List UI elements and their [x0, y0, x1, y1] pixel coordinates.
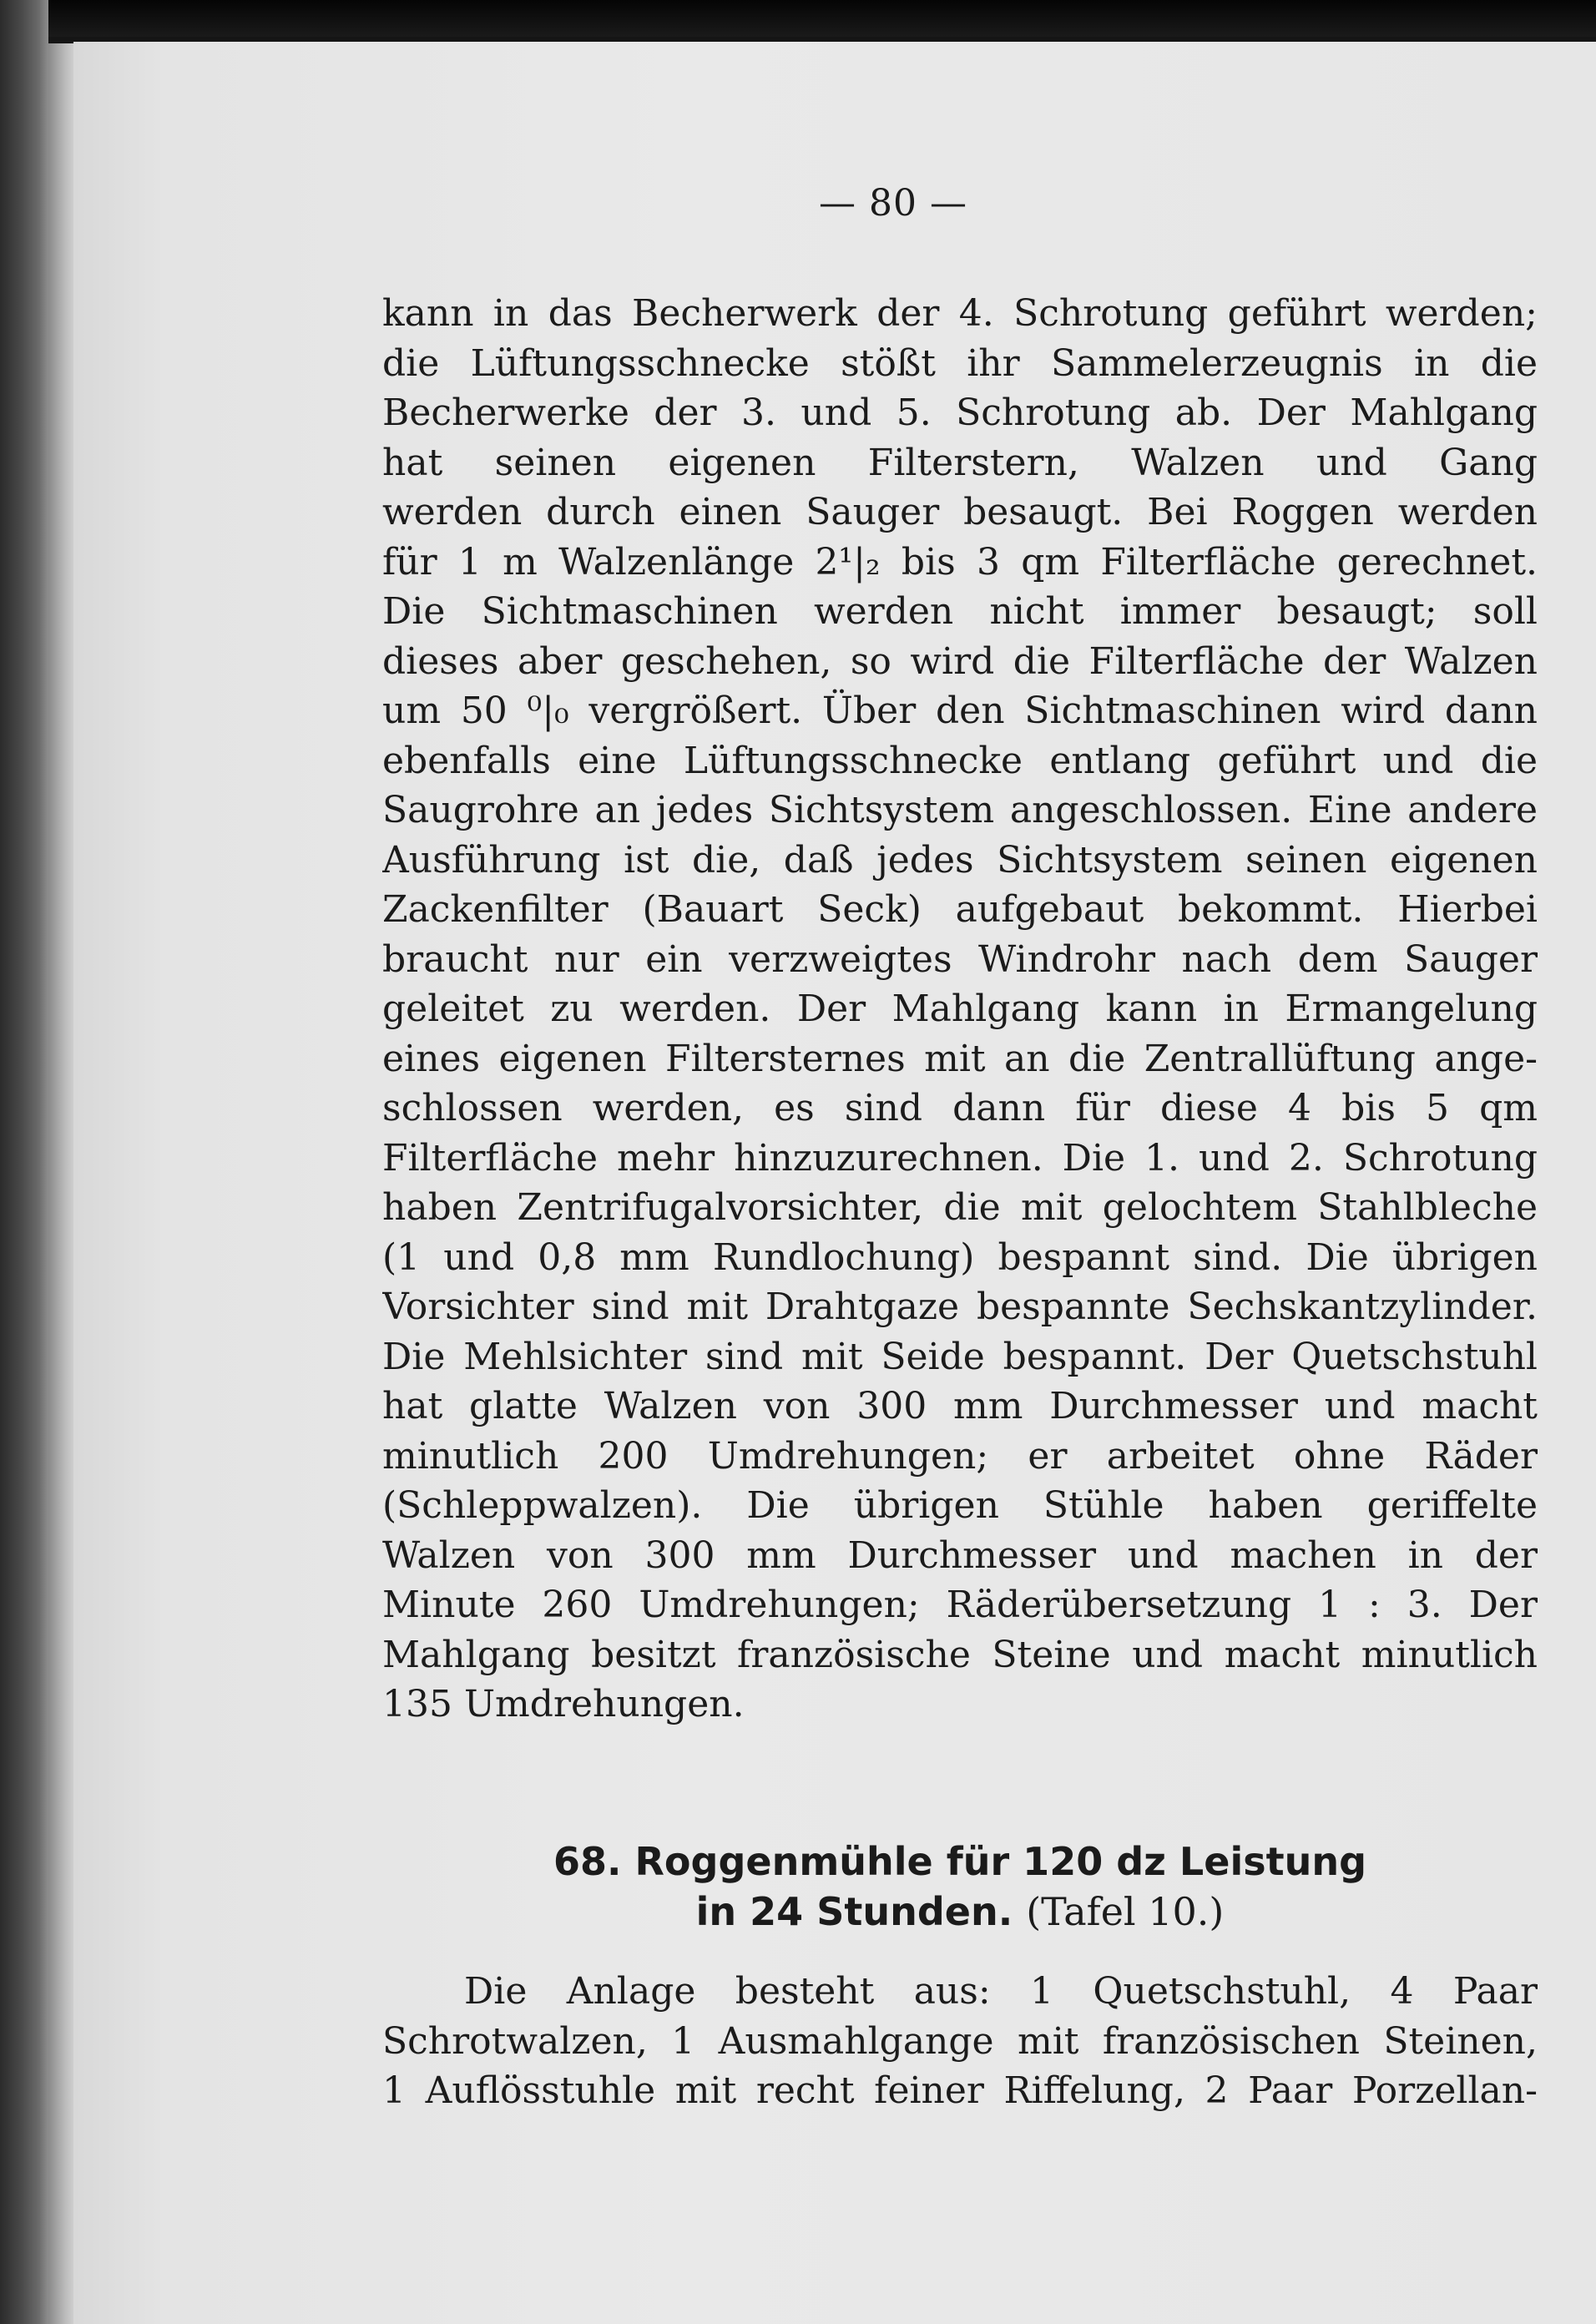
text-line: (Schleppwalzen). Die übrigen Stühle haben geriffelte	[382, 1484, 1538, 1527]
text-line: hat seinen eigenen Filterstern, Walzen und Gang	[382, 441, 1538, 484]
text-line: Ausführung ist die, daß jedes Sichtsystem seinen eigenen	[382, 838, 1538, 882]
section-heading	[382, 1836, 1538, 1937]
text-line: 135 Umdrehungen.	[382, 1683, 745, 1725]
text-line: hat glatte Walzen von 300 mm Durchmesser und macht	[382, 1385, 1538, 1427]
text-line: Die Sichtmaschinen werden nicht immer besaugt; soll	[382, 590, 1538, 633]
text-line: Zackenfilter (Bauart Seck) aufgebaut bekommt. Hierbei	[382, 888, 1538, 931]
book-spine-shadow	[0, 0, 48, 2324]
text-line: braucht nur ein verzweigtes Windrohr nach dem Sauger	[382, 937, 1538, 981]
text-line: Schrotwalzen, 1 Ausmahlgange mit französischen Steinen,	[382, 2019, 1538, 2063]
text-line: Minute 260 Umdrehungen; Räderübersetzung 1 : 3. Der	[382, 1584, 1538, 1626]
text-line: Mahlgang besitzt französische Steine und macht minutlich	[382, 1633, 1538, 1676]
section-heading-line-2	[382, 1887, 1538, 1937]
text-line: Walzen von 300 mm Durchmesser und machen in der	[382, 1533, 1538, 1577]
section-heading-line-1: 68. Roggenmühle für 120 dz Leistung	[553, 1839, 1367, 1884]
text-line: Die Anlage besteht aus: 1 Quetschstuhl, 4 Paar	[464, 1970, 1538, 2013]
section-paragraph	[382, 1967, 1538, 2116]
body-paragraph	[382, 289, 1538, 1730]
text-line: minutlich 200 Umdrehungen; er arbeitet ohne Räder	[382, 1434, 1538, 1478]
section-heading-subtitle: in 24 Stunden.	[695, 1889, 1013, 1934]
page-number: — 80 —	[819, 182, 967, 225]
page-stack-edge	[48, 43, 75, 2324]
text-line: werden durch einen Sauger besaugt. Bei Roggen werden	[382, 491, 1538, 533]
text-line: (1 und 0,8 mm Rundlochung) bespannt sind. Die übrigen	[382, 1235, 1538, 1279]
text-line: 1 Auflösstuhle mit recht feiner Riffelung, 2 Paar Porzellan-	[382, 2069, 1538, 2112]
text-line: Vorsichter sind mit Drahtgaze bespannte Sechskantzylinder.	[382, 1286, 1538, 1328]
text-line: Saugrohre an jedes Sichtsystem angeschlossen. Eine andere	[382, 789, 1538, 831]
text-line: für 1 m Walzenlänge 2¹|₂ bis 3 qm Filterfläche gerechnet.	[382, 540, 1538, 584]
text-line: schlossen werden, es sind dann für diese 4 bis 5 qm	[382, 1087, 1538, 1129]
text-line: dieses aber geschehen, so wird die Filterfläche der Walzen	[382, 639, 1538, 683]
plate-reference: (Tafel 10.)	[1026, 1889, 1225, 1934]
text-line: die Lüftungsschnecke stößt ihr Sammelerzeugnis in die	[382, 341, 1538, 385]
text-line: um 50 ⁰|₀ vergrößert. Über den Sichtmaschinen wird dann	[382, 690, 1538, 732]
text-line: eines eigenen Filtersternes mit an die Zentrallüftung ange-	[382, 1037, 1538, 1080]
text-line: Becherwerke der 3. und 5. Schrotung ab. Der Mahlgang	[382, 392, 1538, 434]
text-line: haben Zentrifugalvorsichter, die mit gelochtem Stahlbleche	[382, 1186, 1538, 1229]
scan-top-shadow	[0, 0, 1596, 37]
text-line: ebenfalls eine Lüftungsschnecke entlang geführt und die	[382, 739, 1538, 782]
text-line: geleitet zu werden. Der Mahlgang kann in Ermangelung	[382, 988, 1538, 1030]
page-sheet	[73, 42, 1596, 2324]
text-line: Filterfläche mehr hinzuzurechnen. Die 1. und 2. Schrotung	[382, 1136, 1538, 1180]
text-line: Die Mehlsichter sind mit Seide bespannt. Der Quetschstuhl	[382, 1335, 1538, 1378]
text-line: kann in das Becherwerk der 4. Schrotung geführt werden;	[382, 292, 1538, 335]
